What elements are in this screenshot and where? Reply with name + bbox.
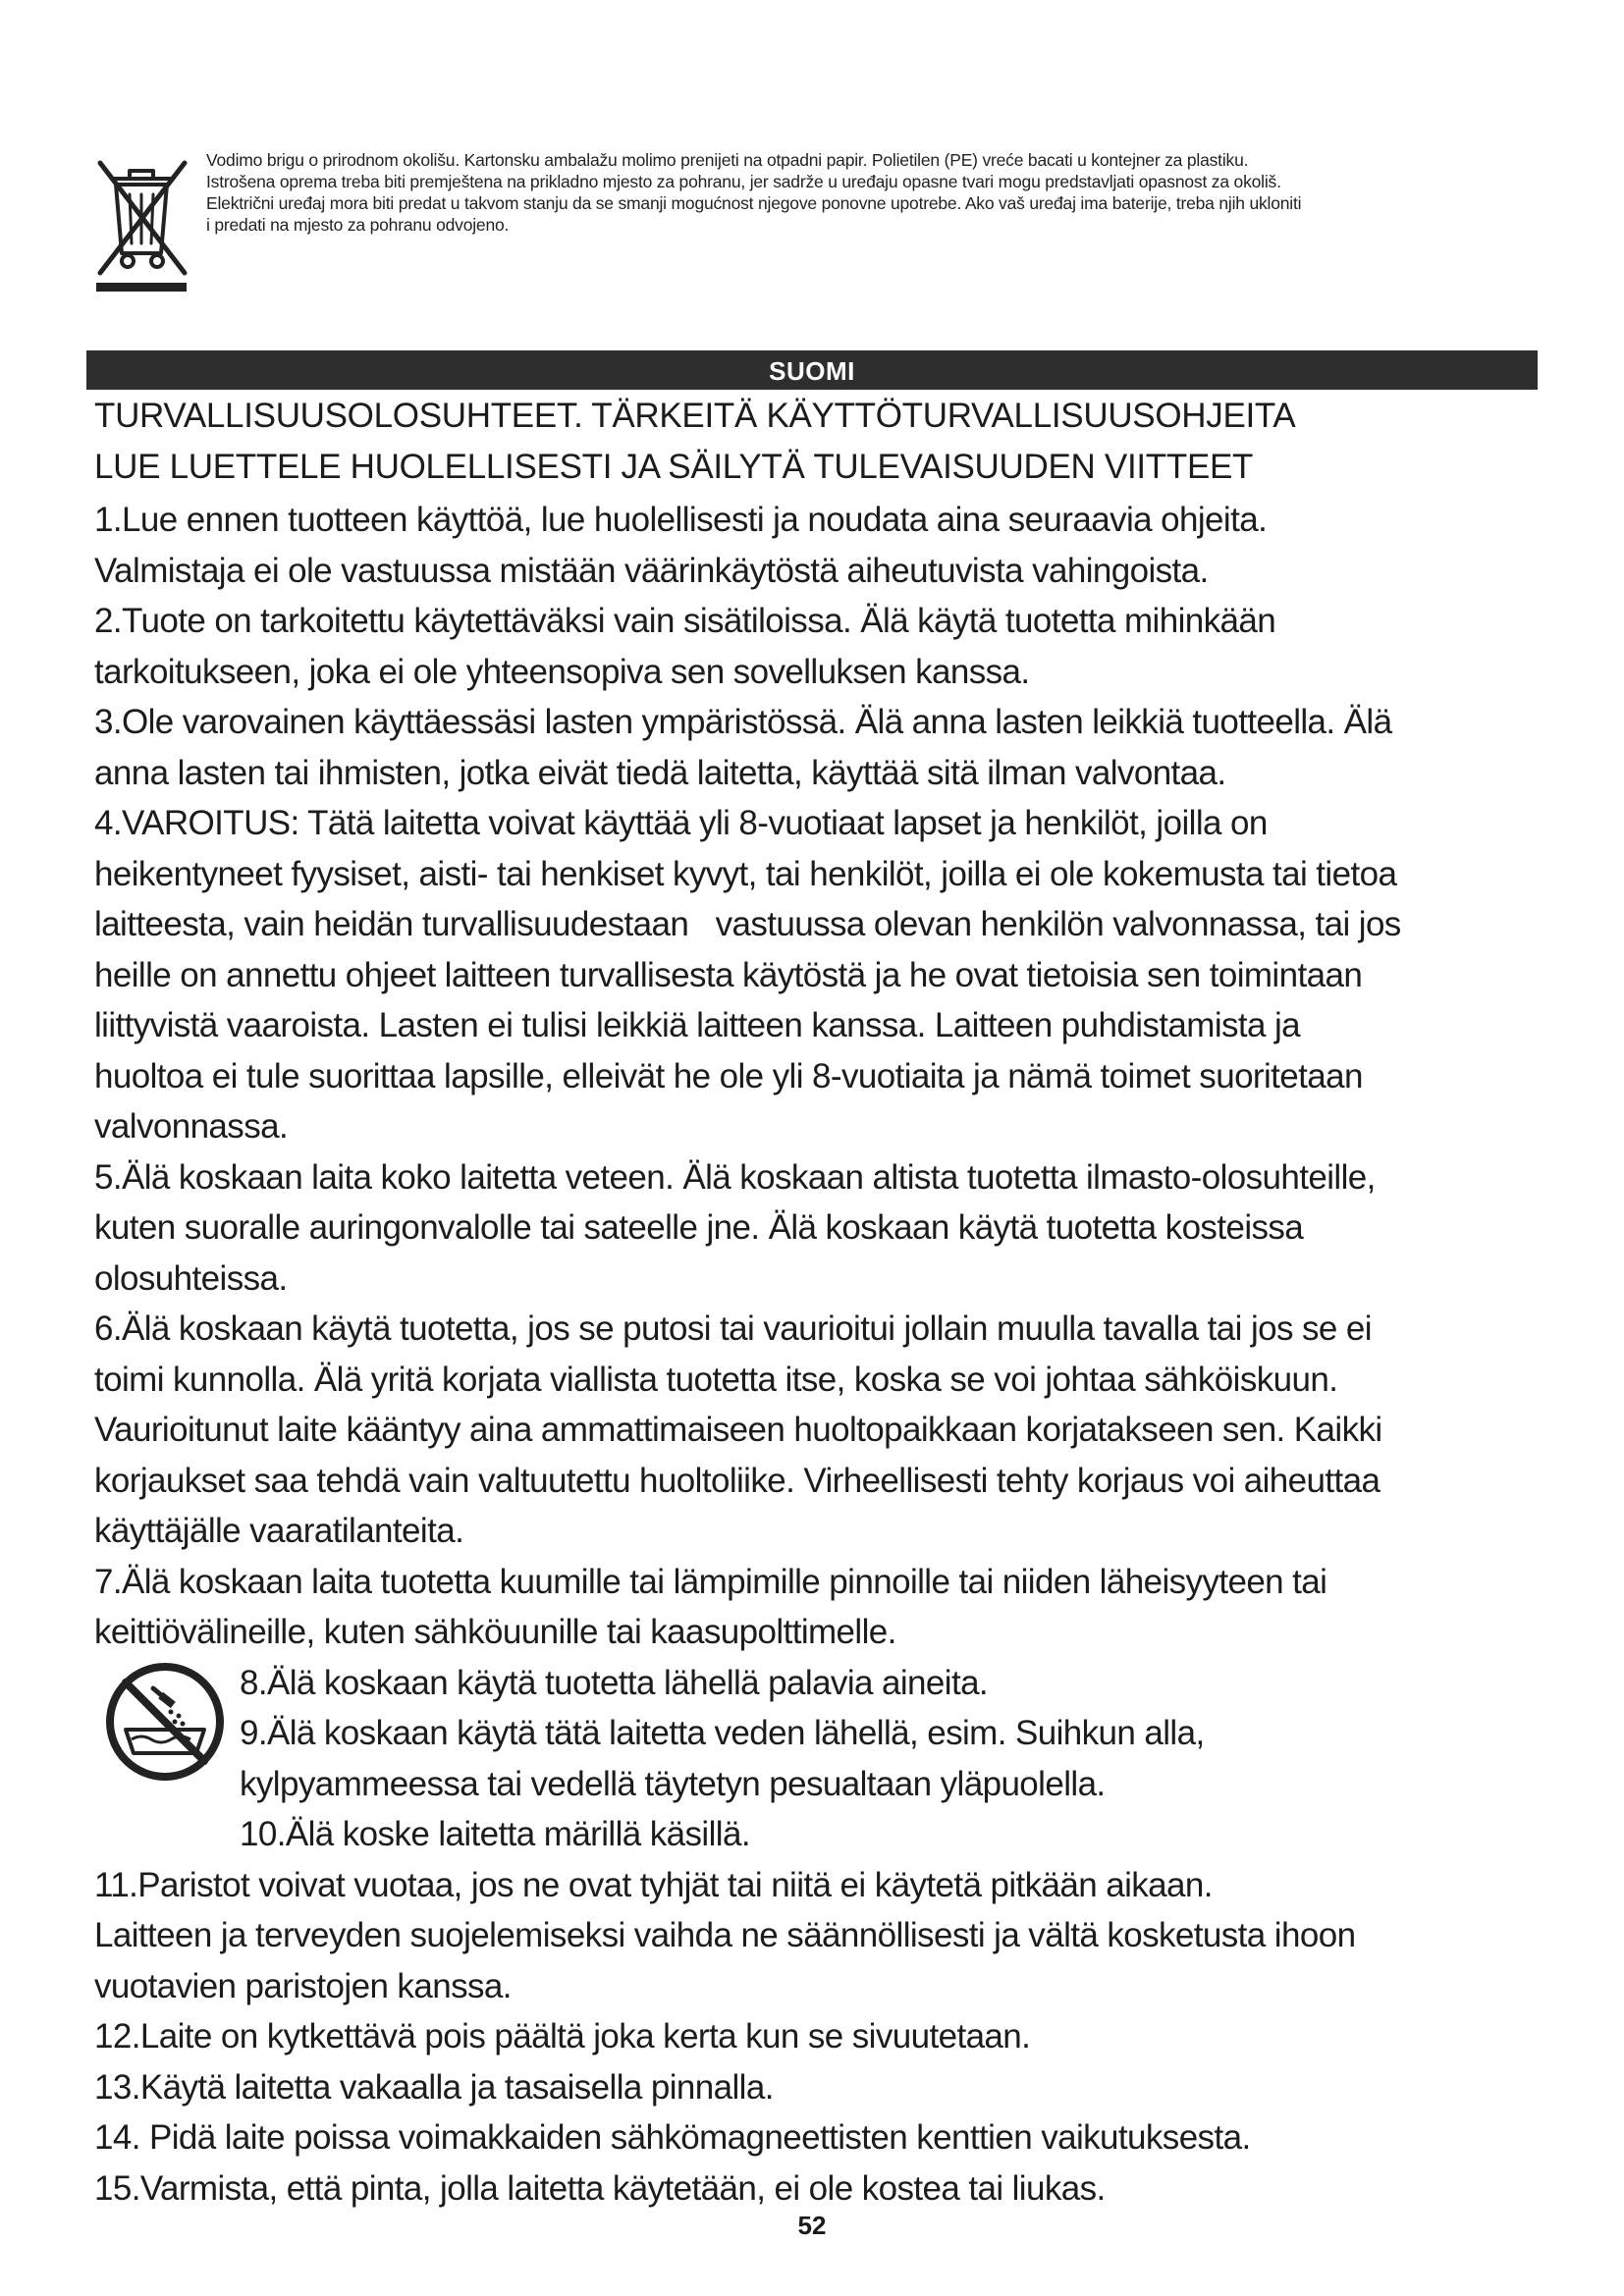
- instruction-line: tarkoitukseen, joka ei ole yhteensopiva sen sovelluksen kanssa.: [94, 652, 1030, 691]
- instruction-line: toimi kunnolla. Älä yritä korjata viallista tuotetta itse, koska se voi johtaa sähköiskuun.: [94, 1360, 1338, 1399]
- main-heading: TURVALLISUUSOLOSUHTEET. TÄRKEITÄ KÄYTTÖTURVALLISUUSOHJEITA: [94, 397, 1296, 435]
- recycling-line: Vodimo brigu o prirodnom okolišu. Kartonsku ambalažu molimo prenijeti na otpadni papir. Polietilen (PE) vreće bacati u kontejner za plastiku.: [206, 150, 1249, 170]
- instruction-item-8: [94, 1658, 1538, 1709]
- recycling-line: Istrošena oprema treba biti premještena na prikladno mjesto za pohranu, jer sadrže u uređaju opasne tvari mogu predstavljati opasnost za okoliš.: [206, 172, 1281, 191]
- language-section-bar: SUOMI: [86, 350, 1538, 390]
- instruction-item-6: [94, 1304, 1538, 1557]
- instruction-item-11: [94, 1860, 1538, 2012]
- instruction-line: kylpyammeessa tai vedellä täytetyn pesualtaan yläpuolella.: [240, 1764, 1106, 1803]
- instruction-item-1: [94, 495, 1538, 596]
- instruction-line: 13.Käytä laitetta vakaalla ja tasaisella pinnalla.: [94, 2067, 774, 2107]
- sub-heading: LUE LUETTELE HUOLELLISESTI JA SÄILYTÄ TULEVAISUUDEN VIITTEET: [94, 447, 1254, 486]
- instruction-item-13: [94, 2062, 1538, 2113]
- instruction-line: valvonnassa.: [94, 1107, 289, 1146]
- instruction-item-10: [94, 1809, 1538, 1860]
- instruction-line: 1.Lue ennen tuotteen käyttöä, lue huolellisesti ja noudata aina seuraavia ohjeita.: [94, 501, 1268, 539]
- weee-crossed-bin-icon: [86, 149, 196, 296]
- instruction-line: kuten suoralle auringonvalolle tai sateelle jne. Älä koskaan käytä tuotetta kosteissa: [94, 1208, 1304, 1247]
- instruction-line: 10.Älä koske laitetta märillä käsillä.: [240, 1815, 750, 1853]
- instruction-item-12: [94, 2011, 1538, 2062]
- instruction-line: 5.Älä koskaan laita koko laitetta veteen. Älä koskaan altista tuotetta ilmasto-olosuhteille,: [94, 1157, 1376, 1197]
- instruction-item-5: [94, 1152, 1538, 1305]
- instruction-line: liittyvistä vaaroista. Lasten ei tulisi leikkiä laitteen kanssa. Laitteen puhdistamista ja: [94, 1006, 1301, 1044]
- instruction-line: 7.Älä koskaan laita tuotetta kuumille tai lämpimille pinnoille tai niiden läheisyyteen tai: [94, 1562, 1327, 1601]
- instruction-item-7: [94, 1557, 1538, 1658]
- instruction-line: Valmistaja ei ole vastuussa mistään väärinkäytöstä aiheutuvista vahingoista.: [94, 551, 1209, 590]
- instruction-line: Laitteen ja terveyden suojelemiseksi vaihda ne säännöllisesti ja vältä kosketusta ihoon: [94, 1916, 1356, 1954]
- recycling-line: i predati na mjesto za pohranu odvojeno.: [206, 215, 510, 235]
- instruction-line: heikentyneet fyysiset, aisti- tai henkiset kyvyt, tai henkilöt, joilla ei ole kokemusta tai tietoa: [94, 854, 1397, 893]
- instruction-line: olosuhteissa.: [94, 1258, 288, 1298]
- instruction-line: anna lasten tai ihmisten, jotka eivät tiedä laitetta, käyttää sitä ilman valvontaa.: [94, 753, 1226, 792]
- instruction-line: Vaurioitunut laite kääntyy aina ammattimaiseen huoltopaikkaan korjatakseen sen. Kaikki: [94, 1411, 1382, 1449]
- instruction-line: 12.Laite on kytkettävä pois päältä joka kerta kun se sivuutetaan.: [94, 2017, 1031, 2056]
- instruction-line: 2.Tuote on tarkoitettu käytettäväksi vain sisätiloissa. Älä käytä tuotetta mihinkään: [94, 602, 1276, 640]
- instruction-item-4: [94, 798, 1538, 1152]
- instruction-line: huoltoa ei tule suorittaa lapsille, elleivät he ole yli 8-vuotiaita ja nämä toimet suoritetaan: [94, 1056, 1363, 1095]
- recycling-line: Električni uređaj mora biti predat u takvom stanju da se smanji mogućnost njegove ponovne upotrebe. Ako vaš uređaj ima baterije, treba njih ukloniti: [206, 193, 1302, 213]
- instruction-line: korjaukset saa tehdä vain valtuutettu huoltoliike. Virheellisesti tehty korjaus voi aiheuttaa: [94, 1461, 1380, 1500]
- instruction-item-15: [94, 2163, 1538, 2215]
- no-water-use-icon: [102, 1659, 228, 1785]
- instruction-line: käyttäjälle vaaratilanteita.: [94, 1512, 464, 1550]
- page-number: 52: [797, 2211, 827, 2240]
- instruction-line: heille on annettu ohjeet laitteen turvallisesta käytöstä ja he ovat tietoisia sen toimintaan: [94, 955, 1363, 994]
- instruction-line: 14. Pidä laite poissa voimakkaiden sähkömagneettisten kenttien vaikutuksesta.: [94, 2118, 1251, 2157]
- instruction-item-2: [94, 596, 1538, 697]
- instruction-line: keittiövälineille, kuten sähköuunille tai kaasupolttimelle.: [94, 1613, 896, 1651]
- instruction-line: laitteesta, vain heidän turvallisuudestaan vastuussa olevan henkilön valvonnassa, tai jos: [94, 905, 1401, 943]
- instruction-line: 3.Ole varovainen käyttäessäsi lasten ympäristössä. Älä anna lasten leikkiä tuotteella. Älä: [94, 703, 1392, 741]
- instruction-item-9: [94, 1708, 1538, 1809]
- instruction-item-3: [94, 697, 1538, 798]
- instruction-line: 9.Älä koskaan käytä tätä laitetta veden lähellä, esim. Suihkun alla,: [240, 1714, 1205, 1752]
- instruction-line: 11.Paristot voivat vuotaa, jos ne ovat tyhjät tai niitä ei käytetä pitkään aikaan.: [94, 1865, 1213, 1904]
- safety-instructions: [94, 391, 1538, 2214]
- instruction-line: 15.Varmista, että pinta, jolla laitetta käytetään, ei ole kostea tai liukas.: [94, 2168, 1106, 2208]
- instruction-line: 8.Älä koskaan käytä tuotetta lähellä palavia aineita.: [240, 1663, 989, 1702]
- instruction-line: 4.VAROITUS: Tätä laitetta voivat käyttää yli 8-vuotiaat lapset ja henkilöt, joilla on: [94, 804, 1268, 842]
- recycling-notice: [206, 149, 1561, 236]
- instruction-line: vuotavien paristojen kanssa.: [94, 1966, 512, 2005]
- instruction-line: 6.Älä koskaan käytä tuotetta, jos se putosi tai vaurioitui jollain muulla tavalla tai jos se ei: [94, 1309, 1372, 1348]
- instruction-item-14: [94, 2112, 1538, 2163]
